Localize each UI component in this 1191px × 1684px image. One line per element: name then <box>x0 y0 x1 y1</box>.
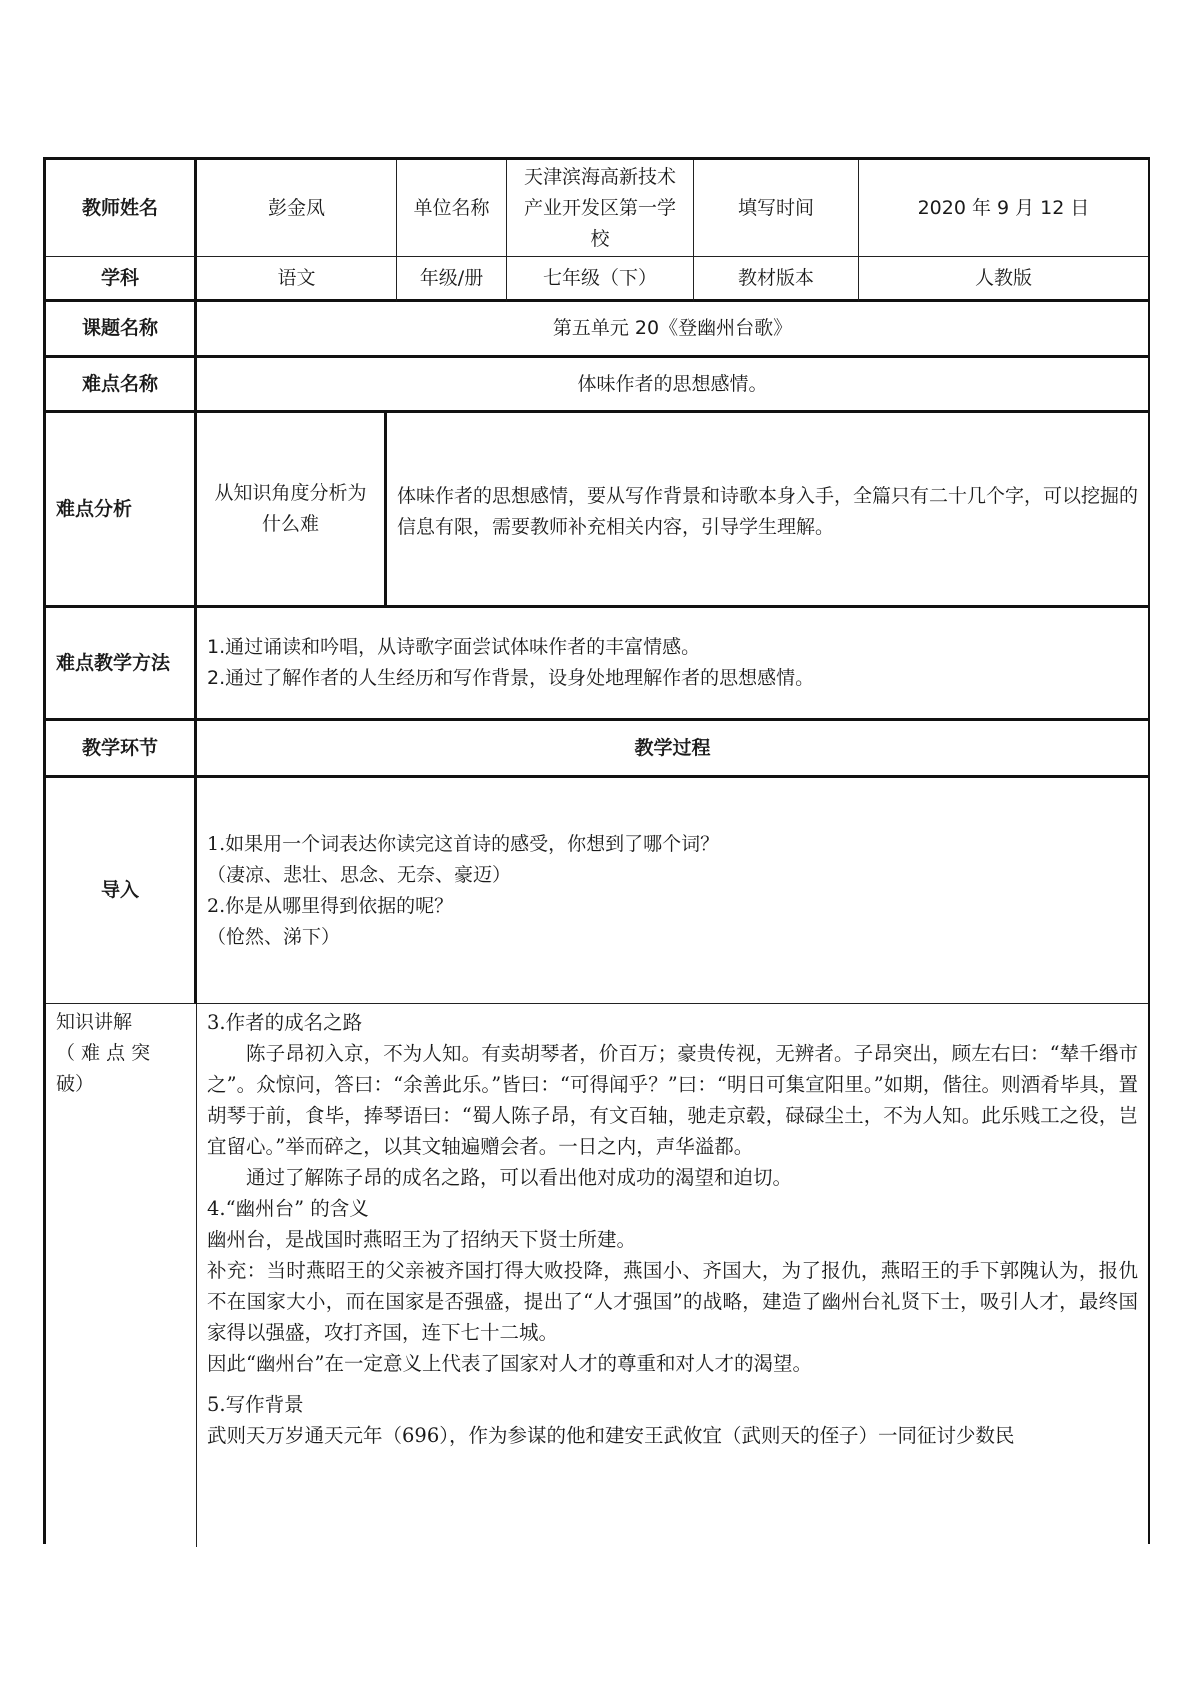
story-summary: 通过了解陈子昂的成名之路，可以看出他对成功的渴望和迫切。 <box>246 1166 793 1189</box>
process-header: 教学过程 <box>197 721 1148 778</box>
grade-label: 年级/册 <box>397 257 507 302</box>
edition-value: 人教版 <box>859 257 1148 302</box>
method-item-2: 2.通过了解作者的人生经历和写作背景，设身处地理解作者的思想感情。 <box>207 667 815 689</box>
intro-line-2: （凄凉、悲壮、思念、无奈、豪迈） <box>207 863 512 886</box>
method-content <box>197 608 1148 721</box>
topic-label: 课题名称 <box>46 302 197 358</box>
analysis-sub-label: 从知识角度分析为什么难 <box>197 413 387 608</box>
chen-ziang-story: 陈子昂初入京，不为人知。有卖胡琴者，价百万；豪贵传视，无辨者。子昂突出，顾左右曰：“辇千缗市之”。众惊问，答曰：“余善此乐。”皆曰：“可得闻乎？”曰：“明日可集宣阳里。”如期，偕往。则酒肴毕具，置胡琴于前，食毕，捧琴语曰：“蜀人陈子昂，有文百轴，驰走京毂，碌碌尘土，不为人知。此乐贱工之役，岂宜留心。”举而碎之，以其文轴遍赠会者。一日之内，声华溢都。 <box>207 1042 1138 1158</box>
process-stage-label: 教学环节 <box>46 721 197 778</box>
background-text: 武则天万岁通天元年（696），作为参谋的他和建安王武攸宜（武则天的侄子）一同征讨少数民 <box>207 1424 1015 1447</box>
subject-label: 学科 <box>46 257 197 302</box>
unit-name-value: 天津滨海高新技术产业开发区第一学校 <box>507 160 694 257</box>
knowledge-label-line-2: （ 难 点 突 <box>56 1042 151 1064</box>
subject-value: 语文 <box>197 257 397 302</box>
teacher-name-label: 教师姓名 <box>46 160 197 257</box>
lesson-plan-table <box>43 157 1150 1544</box>
method-label: 难点教学方法 <box>46 608 197 721</box>
heading-fame-road: 3.作者的成名之路 <box>207 1011 363 1034</box>
teacher-name-value: 彭金凤 <box>197 160 397 257</box>
analysis-label: 难点分析 <box>46 413 197 608</box>
intro-line-1: 1.如果用一个词表达你读完这首诗的感受，你想到了哪个词？ <box>207 832 720 855</box>
supplement-text: 补充：当时燕昭王的父亲被齐国打得大败投降，燕国小、齐国大，为了报仇，燕昭王的手下郭隗认为，报仇不在国家大小，而在国家是否强盛，提出了“人才强国”的战略，建造了幽州台礼贤下士，吸引人才，最终国家得以强盛，攻打齐国，连下七十二城。 <box>207 1259 1138 1344</box>
difficulty-label: 难点名称 <box>46 358 197 413</box>
intro-line-4: （怆然、涕下） <box>207 925 341 948</box>
youzhou-definition: 幽州台，是战国时燕昭王为了招纳天下贤士所建。 <box>207 1228 637 1251</box>
intro-label: 导入 <box>46 778 197 1004</box>
topic-value: 第五单元 20《登幽州台歌》 <box>197 302 1148 358</box>
analysis-text: 体味作者的思想感情，要从写作背景和诗歌本身入手，全篇只有二十几个字，可以挖掘的信息有限，需要教师补充相关内容，引导学生理解。 <box>387 413 1148 608</box>
grade-value: 七年级（下） <box>507 257 694 302</box>
knowledge-label-line-1: 知识讲解 <box>56 1011 133 1033</box>
heading-youzhou-meaning: 4.“幽州台” 的含义 <box>207 1197 369 1220</box>
intro-content <box>197 778 1148 1004</box>
fill-time-label: 填写时间 <box>694 160 859 257</box>
method-item-1: 1.通过诵读和吟唱，从诗歌字面尝试体味作者的丰富情感。 <box>207 636 701 658</box>
knowledge-content <box>197 1004 1148 1547</box>
knowledge-label <box>46 1004 197 1547</box>
difficulty-value: 体味作者的思想感情。 <box>197 358 1148 413</box>
knowledge-label-line-3: 破） <box>56 1073 95 1095</box>
fill-time-value: 2020 年 9 月 12 日 <box>859 160 1148 257</box>
conclusion-text: 因此“幽州台”在一定意义上代表了国家对人才的尊重和对人才的渴望。 <box>207 1352 812 1375</box>
unit-name-label: 单位名称 <box>397 160 507 257</box>
intro-line-3: 2.你是从哪里得到依据的呢？ <box>207 894 454 917</box>
heading-writing-background: 5.写作背景 <box>207 1393 304 1416</box>
edition-label: 教材版本 <box>694 257 859 302</box>
